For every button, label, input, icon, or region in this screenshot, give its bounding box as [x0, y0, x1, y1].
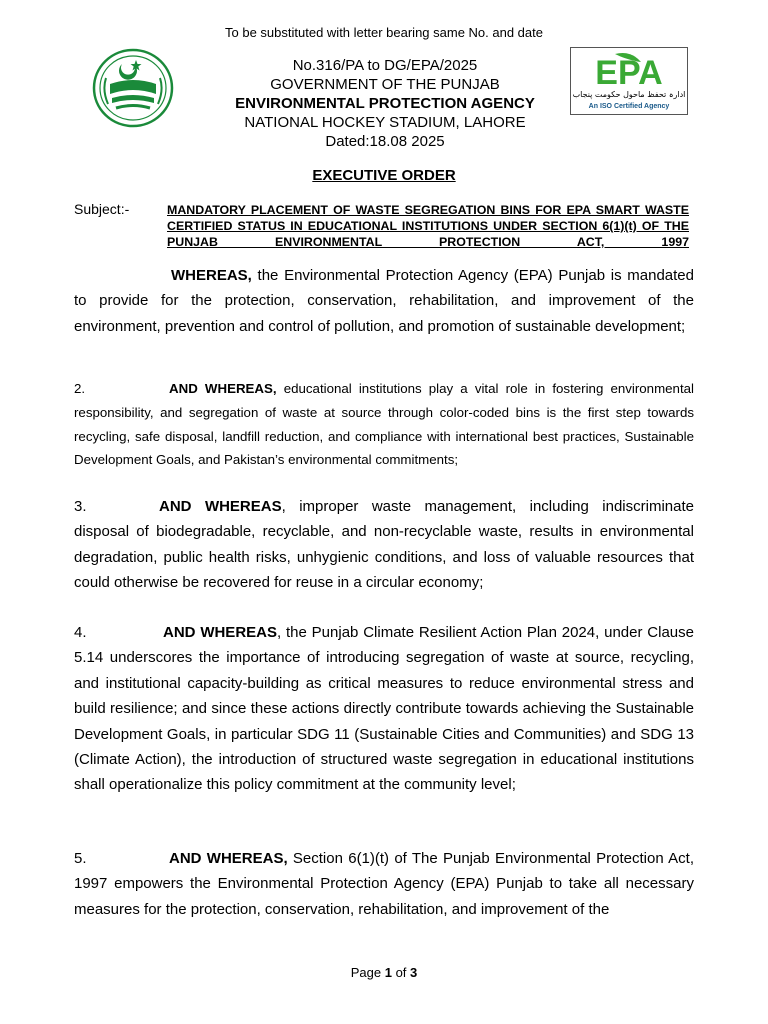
subject-label: Subject:-: [74, 201, 130, 217]
reference-number: No.316/PA to DG/EPA/2025: [292, 57, 478, 74]
page-number: Page 1 of 3: [350, 965, 418, 980]
order-title: EXECUTIVE ORDER: [312, 167, 456, 184]
paragraph-number: 5.: [74, 850, 87, 867]
paragraph-lead: AND WHEREAS,: [169, 850, 288, 867]
paragraph-5: [74, 846, 694, 922]
punjab-seal-logo: [92, 48, 174, 128]
letter-date: Dated:18.08 2025: [325, 133, 445, 150]
paragraph-4: [74, 620, 694, 798]
epa-logo-mark: [571, 48, 687, 114]
epa-logo: [570, 47, 688, 115]
paragraph-body: Section 6(1)(t) of The Punjab Environmental Protection Act, 1997 empowers the Environmental Protection Agency (EPA) Punjab to take all necessary measures for the protection, conservation, rehabilitation, and improvement of the: [74, 850, 694, 918]
top-note: To be substituted with letter bearing same No. and date: [225, 25, 543, 40]
paragraph-lead: WHEREAS,: [171, 267, 252, 284]
government-name: GOVERNMENT OF THE PUNJAB: [270, 76, 500, 93]
agency-address: NATIONAL HOCKEY STADIUM, LAHORE: [244, 114, 526, 131]
paragraph-lead: AND WHEREAS: [163, 624, 277, 641]
agency-name: ENVIRONMENTAL PROTECTION AGENCY: [235, 95, 535, 112]
paragraph-1: [74, 263, 694, 339]
paragraph-3: [74, 494, 694, 596]
paragraph-lead: AND WHEREAS,: [169, 381, 277, 396]
paragraph-body: , the Punjab Climate Resilient Action Plan 2024, under Clause 5.14 underscores the importance of introducing segregation of waste at source, recycling, and institutional capacity-building as critical measures to reduce environmental stress and build resilience; and since these actions directly contribute towards achieving the Sustainable Development Goals, in particular SDG 11 (Sustainable Cities and Communities) and SDG 13 (Climate Action), the introduction of structured waste segregation in educational institutions shall operationalize this policy commitment at the community level;: [74, 624, 694, 794]
paragraph-2: [74, 377, 694, 472]
paragraph-body: educational institutions play a vital role in fostering environmental responsibility, and segregation of waste at source through color-coded bins is the first step towards recycling, safe disposal, landfill reduction, and compliance with international best practices, Sustainable Development Goals, and Pakistan’s environmental commitments;: [74, 381, 694, 468]
svg-text:An ISO Certified Agency: An ISO Certified Agency: [588, 103, 670, 110]
letterhead: [190, 56, 580, 151]
paragraph-body: , improper waste management, including indiscriminate disposal of biodegradable, recyclable, and non-recyclable waste, results in environmental degradation, public health risks, unhygienic conditions, and loss of valuable resources that could otherwise be recovered for reuse in a circular economy;: [74, 498, 694, 592]
paragraph-body: the Environmental Protection Agency (EPA) Punjab is mandated to provide for the protection, conservation, rehabilitation, and improvement of the environment, prevention and control of pollution, and promotion of sustainable development;: [74, 267, 694, 335]
paragraph-number: 2.: [74, 381, 86, 396]
paragraph-number: 4.: [74, 624, 87, 641]
subject-text: MANDATORY PLACEMENT OF WASTE SEGREGATION BINS FOR EPA SMART WASTE CERTIFIED STATUS IN EDUCATIONAL INSTITUTIONS UNDER SECTION 6(1)(t) OF THE PUNJAB ENVIRONMENTAL PROTECTION ACT, 1997: [167, 203, 689, 249]
paragraph-number: 3.: [74, 498, 87, 515]
paragraph-lead: AND WHEREAS: [159, 498, 282, 515]
svg-text:EPA: EPA: [595, 54, 663, 92]
svg-text:ادارہ تحفظ ماحول حکومت پنجاب: ادارہ تحفظ ماحول حکومت پنجاب: [572, 90, 686, 99]
